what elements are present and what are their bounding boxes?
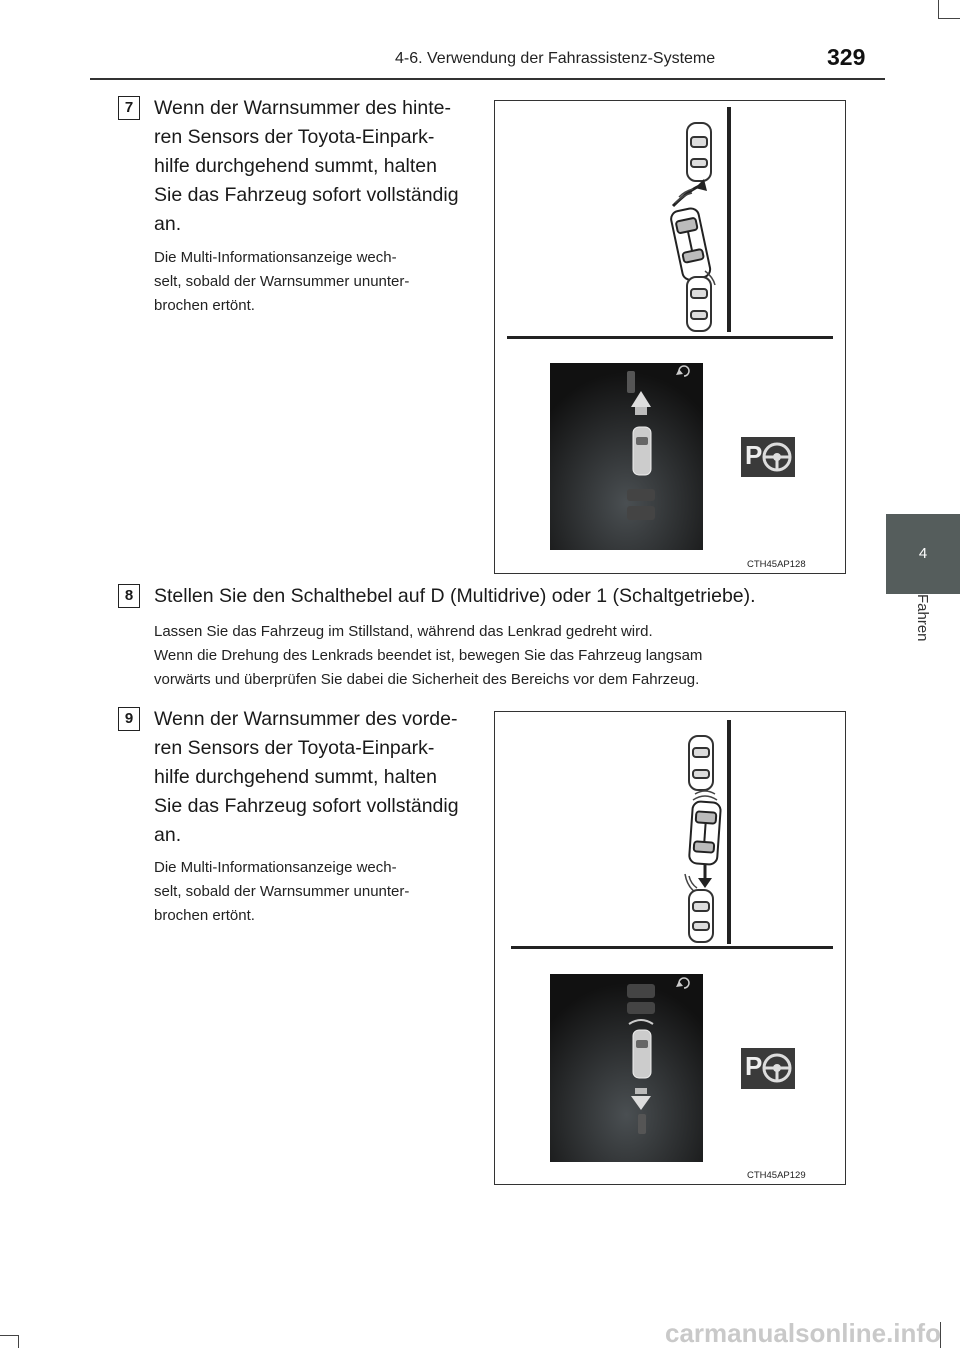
step-number-badge: 9 (118, 707, 140, 731)
chapter-tab: 4 (886, 514, 960, 594)
parked-car-icon (689, 890, 713, 942)
parking-label: P (745, 440, 763, 470)
header-rule (90, 78, 885, 80)
parked-car-icon (687, 123, 711, 181)
step-note: Die Multi-Informationsanzeige wech- selt, sobald der Warnsummer ununter- brochen ertönt. (154, 249, 410, 314)
step-note: Die Multi-Informationsanzeige wech- selt, sobald der Warnsummer ununter- brochen ertönt. (154, 859, 410, 924)
step-main-text: Stellen Sie den Schalthebel auf D (Multidrive) oder 1 (Schaltgetriebe). (154, 585, 756, 607)
crop-mark (18, 1335, 19, 1348)
parking-figure (494, 711, 846, 1185)
own-car-icon (670, 207, 712, 281)
own-car-icon (689, 801, 721, 865)
figure-code: CTH45AP128 (747, 559, 806, 570)
figure-code: CTH45AP129 (747, 1170, 806, 1181)
step-number-badge: 7 (118, 96, 140, 120)
crop-mark (938, 0, 939, 18)
parking-illustration (495, 712, 845, 1184)
chapter-label: Fahren (914, 594, 931, 642)
crop-mark (0, 1335, 18, 1336)
section-title: 4-6. Verwendung der Fahrassistenz-Systeme (395, 50, 716, 67)
parking-label: P (745, 1051, 763, 1081)
step-number-badge: 8 (118, 584, 140, 608)
parked-car-icon (687, 277, 711, 331)
step-note: Lassen Sie das Fahrzeug im Stillstand, während das Lenkrad gedreht wird. Wenn die Drehung des Lenkrads beendet ist, bewegen Sie das Fahrzeug langsam vorwärts und überprüfen Sie dabei die Sicherheit des Bereichs vor dem Fahrzeug. (154, 623, 703, 688)
multi-info-display (550, 363, 703, 550)
watermark: carmanualsonline.info (665, 1318, 941, 1348)
page-number: 329 (827, 44, 866, 70)
parked-car-icon (689, 736, 713, 790)
parking-illustration (495, 101, 845, 573)
parking-figure (494, 100, 846, 574)
step-main-text: Wenn der Warnsummer des vorde- ren Sensors der Toyota-Einpark- hilfe durchgehend summt, halten Sie das Fahrzeug sofort vollständig an. (154, 708, 459, 846)
crop-mark (938, 18, 960, 19)
multi-info-display (550, 974, 703, 1162)
step-main-text: Wenn der Warnsummer des hinte- ren Sensors der Toyota-Einpark- hilfe durchgehend summt, halten Sie das Fahrzeug sofort vollständig an. (154, 97, 459, 235)
